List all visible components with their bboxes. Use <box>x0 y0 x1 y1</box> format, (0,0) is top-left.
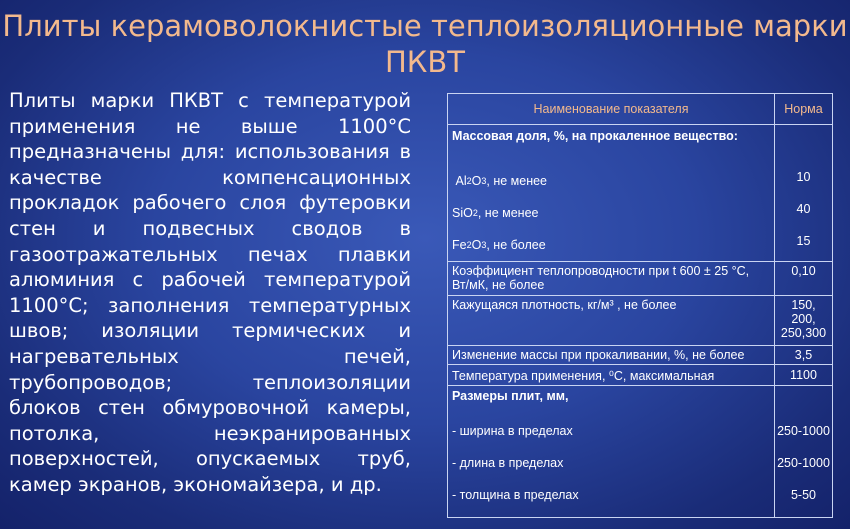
length-value: 250-1000 <box>777 456 830 471</box>
thickness-value: 5-50 <box>790 488 817 503</box>
density-label: Кажущаяся плотность, кг/м³ , не более <box>448 296 775 345</box>
description-text <box>9 88 411 498</box>
density-value: 150, 200, 250,300 <box>775 296 833 345</box>
mass-change-value: 3,5 <box>775 345 833 365</box>
description-paragraph: Плиты марки ПКВТ с температурой применения не выше 1100°С предназначены для: использования в качестве компенсационных прокладок рабочего слоя футеровки стен и подвесных сводов в газоотражательных печах плавки алюминия с рабочей температурой 1100°С; заполнения температурных швов; изоляции термических и нагревательных печей, трубопроводов; теплоизоляции блоков стен обмуровочной камеры, потолка, неэкранированных поверхностей, опускаемых труб, камер экранов, экономайзера, и др. <box>9 89 411 496</box>
mass-change-label: Изменение массы при прокаливании, %, не более <box>448 345 775 365</box>
sizes-cell <box>448 386 775 518</box>
slide-title-line-2: ПКВТ <box>384 45 465 79</box>
table-row-sizes <box>448 386 833 518</box>
table-row-density <box>448 296 833 345</box>
length-label: - длина в пределах <box>452 456 564 471</box>
conductivity-value: 0,10 <box>775 262 833 296</box>
fe2o3-value: 15 <box>796 234 811 248</box>
sizes-values <box>775 386 833 518</box>
slide-title <box>0 8 850 80</box>
table-row-mass-fraction <box>448 125 833 262</box>
table-header-row <box>448 94 833 125</box>
temperature-value: 1100 <box>775 365 833 386</box>
table-row-mass-change <box>448 345 833 365</box>
table-row-temperature <box>448 365 833 386</box>
sio2-label: SiO 2 , не менее <box>452 206 539 220</box>
fe2o3-label: Fe 2 O 3 , не более <box>452 238 546 252</box>
temperature-label: Температура применения, ⁰С, максимальная <box>448 365 775 386</box>
mass-fraction-values <box>775 125 833 262</box>
table-row-conductivity <box>448 262 833 296</box>
sizes-title: Размеры плит, мм, <box>452 389 569 404</box>
width-value: 250-1000 <box>777 424 830 439</box>
al2o3-value: 10 <box>796 170 811 184</box>
mass-fraction-title: Массовая доля, %, на прокаленное вещество: <box>452 129 738 143</box>
header-norm: Норма <box>775 94 833 125</box>
al2o3-label: Al 2 O 3 , не менее <box>455 174 548 188</box>
slide-title-line-1: Плиты керамоволокнистые теплоизоляционные марки <box>2 9 848 43</box>
mass-fraction-cell <box>448 125 775 262</box>
width-label: - ширина в пределах <box>452 424 573 439</box>
properties-table <box>447 93 833 518</box>
header-name: Наименование показателя <box>448 94 775 125</box>
thickness-label: - толщина в пределах <box>452 488 579 503</box>
sio2-value: 40 <box>796 202 811 216</box>
conductivity-label: Коэффициент теплопроводности при t 600 ± 25 °С, Вт/мК, не более <box>448 262 775 296</box>
